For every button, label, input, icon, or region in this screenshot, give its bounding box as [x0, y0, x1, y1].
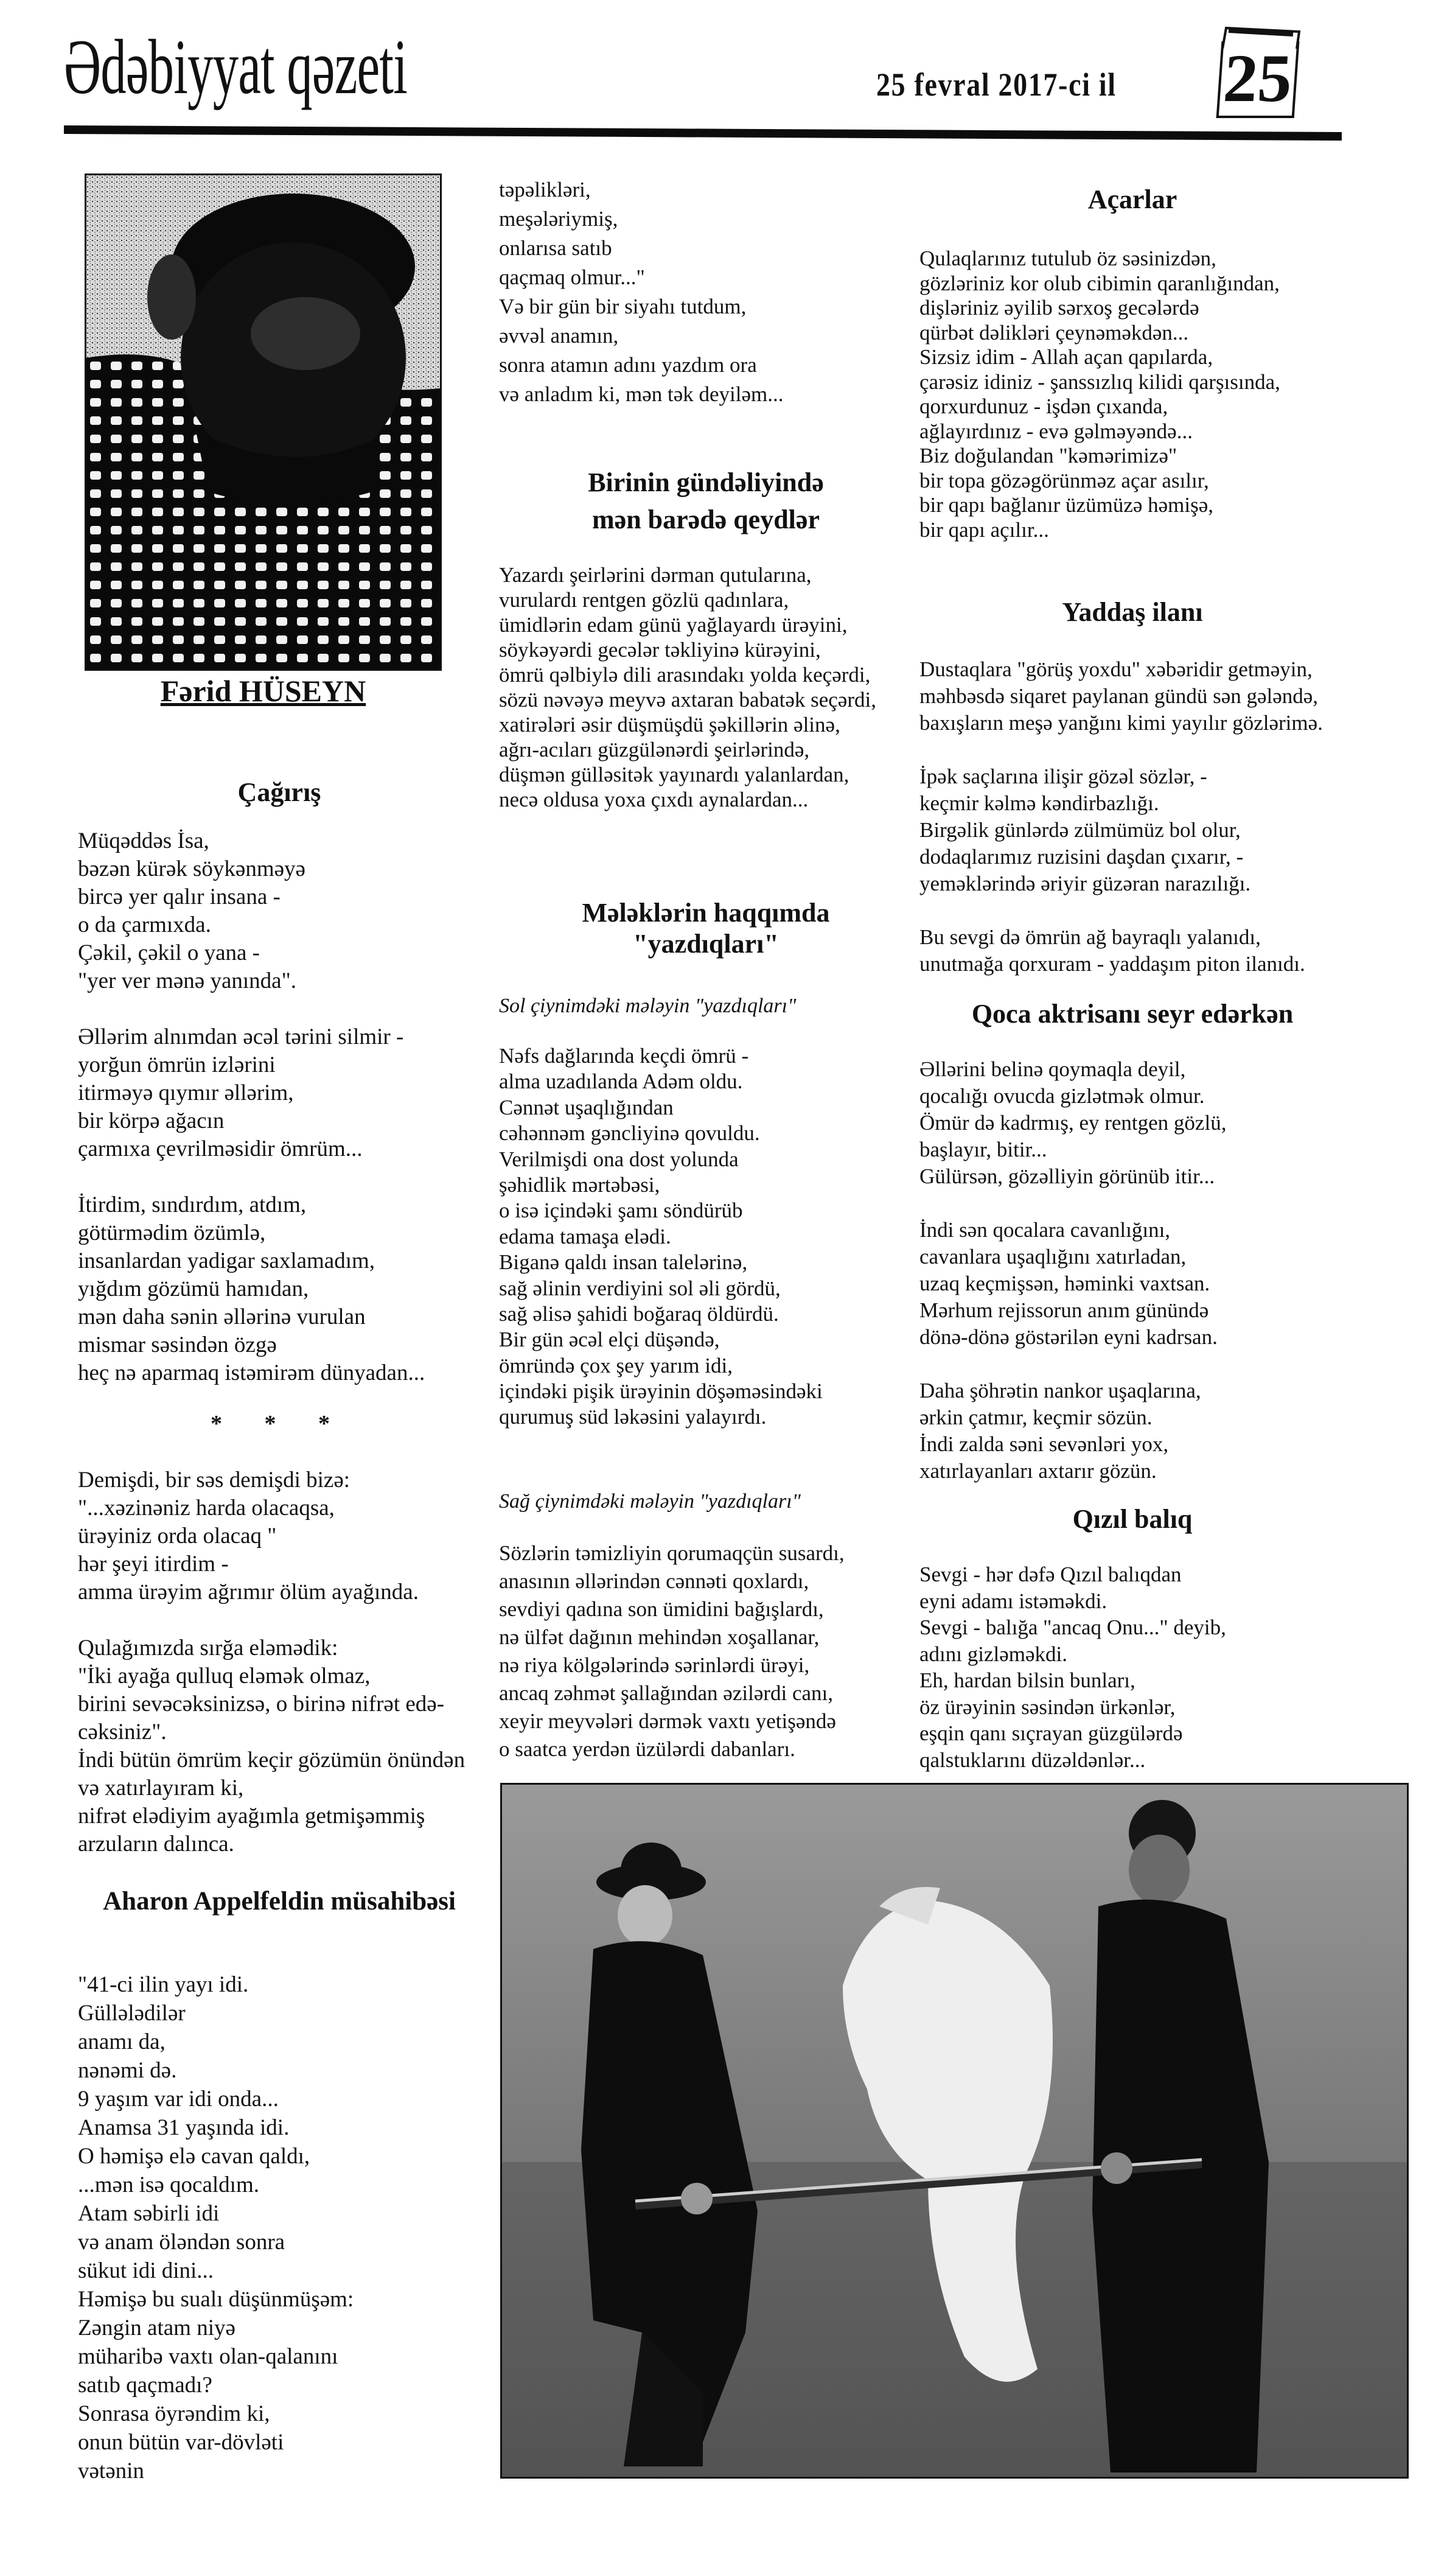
poem-line: şəhidlik mərtəbəsi, [499, 1172, 660, 1197]
poem-line: "yer ver mənə yanında". [78, 968, 296, 993]
poem-line: uzaq keçmişsən, həminki vaxtsan. [919, 1272, 1210, 1295]
poem-line: "41-ci ilin yayı idi. [78, 1972, 249, 1997]
poem-line: ağrı-acıları güzgülənərdi şeirlərində, [499, 738, 810, 761]
poem-line: düşmən gülləsitək yayınardı yalanlardan, [499, 763, 849, 786]
poem-line: edama tamaşa elədi. [499, 1224, 671, 1248]
poem-title-birinin [499, 464, 913, 538]
poem-line: o da çarmıxda. [78, 912, 211, 937]
poem-line: satıb qaçmadı? [78, 2373, 212, 2398]
poem-line: ancaq zəhmət şallağından əzilərdi canı, [499, 1681, 834, 1705]
poem-cagiris [78, 827, 481, 1387]
poem-line: ağlayırdınız - evə gəlməyəndə... [919, 419, 1193, 443]
poem-line: nə ülfət dağının mehindən xoşallanar, [499, 1625, 820, 1649]
poem-line: nə riya kölgələrində sərinlərdi ürəyi, [499, 1653, 810, 1677]
poem-line: "İki ayağa qulluq eləmək olmaz, [78, 1664, 371, 1689]
poem-line: ömründə çox şey yarım idi, [499, 1353, 733, 1377]
poem-sag [499, 1539, 913, 1763]
poem-line: qorxurdunuz - işdən çıxanda, [919, 394, 1168, 418]
poem-line: cavanlara uşaqlığını xatırladan, [919, 1245, 1187, 1269]
stanza [919, 763, 1345, 897]
stanza [499, 1539, 913, 1763]
poem-aharon [78, 1970, 481, 2485]
poem-line: birini sevəcəksinizsə, o birinə nifrət edə- [78, 1692, 445, 1717]
stanza [919, 1217, 1345, 1351]
poem-line: yorğun ömrün izlərini [78, 1052, 276, 1077]
poem-subtitle-sag: Sağ çiynimdəki mələyin "yazdıqları" [499, 1490, 801, 1513]
poem-line: Biganə qaldı insan talelərinə, [499, 1250, 748, 1275]
poem-demisdi [78, 1466, 481, 1858]
poem-line: nifrət elədiyim ayağımla getmişəmmiş [78, 1804, 425, 1829]
poem-title-line: Mələklərin haqqımda [582, 898, 830, 928]
issue-date: 25 fevral 2017-ci il [876, 66, 1117, 103]
poem-line: qocalığı ovucda gizlətmək olmur. [919, 1084, 1205, 1108]
poem-line: meşələriymiş, [499, 207, 618, 231]
poem-line: sözü nəvəyə meyvə axtaran babatək seçərdi, [499, 688, 876, 712]
poem-line: onun bütün var-dövləti [78, 2430, 284, 2455]
stanza [78, 1634, 481, 1858]
poem-line: Cənnət uşaqlığından [499, 1095, 674, 1119]
poem-line: və anam öləndən sonra [78, 2230, 285, 2255]
author-portrait-image [86, 175, 440, 669]
poem-line: İpək saçlarına ilişir gözəl sözlər, - [919, 765, 1207, 788]
stanza [78, 1466, 481, 1606]
page-number-badge [1214, 24, 1305, 122]
stanza [919, 656, 1345, 737]
poem-title-acarlar: Açarlar [1087, 184, 1177, 214]
author-photo [85, 173, 442, 671]
stanza [78, 1023, 481, 1163]
poem-line: necə oldusa yoxa çıxdı aynalardan... [499, 788, 809, 811]
poem-line: qaçmaq olmur..." [499, 265, 645, 289]
poem-line: Birgəlik günlərdə zülmümüz bol olur, [919, 818, 1241, 842]
poem-qizil [919, 1561, 1345, 1773]
poem-line: mismar səsindən özgə [78, 1332, 277, 1357]
poem-line: Ömür də kadrmış, ey rentgen gözlü, [919, 1111, 1227, 1135]
poem-line: bir topa gözəgörünməz açar asılır, [919, 468, 1209, 492]
poem-line: müharibə vaxtı olan-qalanını [78, 2344, 338, 2369]
poem-line: Nəfs dağlarında keçdi ömrü - [499, 1044, 749, 1068]
poem-line: bəzən kürək söykənməyə [78, 856, 305, 881]
two-boys-carrying-fish-image [502, 1785, 1407, 2477]
poem-title-meleklerin [499, 897, 913, 959]
poem-line: eyni adamı istəməkdi. [919, 1589, 1107, 1613]
newspaper-title: Ədəbiyyat qəzeti [64, 24, 408, 110]
poem-line: sağ əlisə şahidi boğaraq öldürdü. [499, 1301, 779, 1326]
poem-line: İtirdim, sındırdım, atdım, [78, 1192, 307, 1217]
poem-line: sevdiyi qadına son ümidini bağışlardı, [499, 1597, 824, 1621]
stanza [919, 247, 1345, 542]
poem-line: dönə-dönə göstərilən eyni kadrsan. [919, 1325, 1218, 1349]
poem-line: keçmir kəlmə kəndirbazlığı. [919, 791, 1159, 815]
poem-line: Daha şöhrətin nankor uşaqlarına, [919, 1379, 1201, 1402]
author-name: Fərid HÜSEYN [160, 674, 366, 708]
stanza [919, 924, 1345, 978]
poem-line: əvvəl anamın, [499, 324, 619, 348]
poem-line: məhbəsdə siqaret paylanan gündü sən gələndə, [919, 684, 1319, 708]
poem-line: çarmıxa çevrilməsidir ömrüm... [78, 1136, 363, 1161]
stanza [919, 1377, 1345, 1485]
poem-line: yığdım gözümü hamıdan, [78, 1276, 309, 1301]
poem-line: Mərhum rejissorun anım günündə [919, 1298, 1209, 1322]
poem-line: anasının əllərindən cənnəti qoxlardı, [499, 1569, 809, 1593]
poem-line: xeyir meyvələri dərmək vaxtı yetişəndə [499, 1709, 836, 1733]
poem-title-yaddas: Yaddaş ilanı [1062, 597, 1203, 627]
stanza [919, 1056, 1345, 1190]
poem-line: eşqin qanı sıçrayan güzgülərdə [919, 1721, 1183, 1745]
stanza [499, 1043, 913, 1430]
poem-line: o saatca yerdən üzülərdi dabanları. [499, 1737, 795, 1761]
poem-line: vətənin [78, 2459, 144, 2483]
poem-line: Dustaqlara "görüş yoxdu" xəbəridir getməyin, [919, 657, 1313, 681]
poem-line: Yazardı şeirlərini dərman qutularına, [499, 563, 812, 587]
poem-line: başlayır, bitir... [919, 1138, 1047, 1161]
poem-line: ərkin çatmır, keçmir sözün. [919, 1405, 1153, 1429]
poem-line: Qulağımızda sırğa eləmədik: [78, 1636, 338, 1661]
poem-title-line: mən barədə qeydlər [592, 505, 820, 534]
poem-line: adını gizləməkdi. [919, 1642, 1067, 1666]
poem-title-qoca: Qoca aktrisanı seyr edərkən [971, 999, 1294, 1029]
poem-line: unutmağa qorxuram - yaddaşım piton ilanıdı. [919, 952, 1305, 976]
masthead-rule [64, 125, 1342, 141]
poem-title-qizil: Qızıl balıq [1072, 1504, 1193, 1534]
poem-line: bir körpə ağacın [78, 1108, 225, 1133]
poem-line: 9 yaşım var idi onda... [78, 2087, 279, 2112]
poem-line: Sonrasa öyrəndim ki, [78, 2401, 270, 2426]
poem-line: ürəyiniz orda olacaq " [78, 1524, 277, 1549]
poem-line: Bir gün əcəl elçi düşəndə, [499, 1328, 720, 1352]
poem-line: o isə içindəki şamı söndürüb [499, 1199, 743, 1223]
poem-line: gözləriniz kor olub cibimin qaranlığından, [919, 271, 1280, 295]
poem-line: götürmədim özümlə, [78, 1220, 266, 1245]
poem-aharon-continued [499, 175, 913, 409]
poem-line: dişləriniz əyilib sərxoş gecələrdə [919, 296, 1199, 320]
poem-line: dodaqlarımız ruzisini daşdan çıxarır, - [919, 845, 1244, 869]
poem-line: Çəkil, çəkil o yana - [78, 940, 260, 965]
poem-line: qurumuş süd ləkəsini yalayırdı. [499, 1405, 767, 1429]
poem-line: xatırlayanları axtarır gözün. [919, 1459, 1157, 1483]
poem-line: itirməyə qıymır əllərim, [78, 1080, 294, 1105]
stanza [78, 827, 481, 995]
poem-line: ömrü qəlbiylə dili arasındakı yolda keçərdi, [499, 663, 871, 687]
page-number: 25 [1216, 41, 1300, 118]
poem-line: Qulaqlarınız tutulub öz səsinizdən, [919, 247, 1216, 270]
poem-line: söykəyərdi gecələr təkliyinə kürəyini, [499, 638, 821, 662]
poem-line: Biz doğulandan "kəmərimizə" [919, 444, 1177, 467]
poem-line: sükut idi dini... [78, 2258, 214, 2283]
stanza [78, 1191, 481, 1387]
poem-line: Və bir gün bir siyahı tutdum, [499, 295, 747, 318]
poem-line: Eh, hardan bilsin bunları, [919, 1668, 1135, 1692]
poem-line: amma ürəyim ağrımır ölüm ayağında. [78, 1580, 419, 1605]
poem-acarlar [919, 247, 1345, 542]
poem-nefs [499, 1043, 913, 1430]
poem-line: nənəmi də. [78, 2058, 177, 2083]
poem-line: bir qapı açılır... [919, 517, 1049, 542]
poem-line: vurulardı rentgen gözlü qadınlara, [499, 588, 789, 612]
poem-line: anamı da, [78, 2029, 166, 2054]
poem-line: içindəki pişik ürəyinin döşəməsindəki [499, 1379, 823, 1404]
poem-line: Həmişə bu sualı düşünmüşəm: [78, 2287, 354, 2312]
poem-line: İndi sən qocalara cavanlığını, [919, 1218, 1171, 1242]
poem-line: bir qapı bağlanır üzümüzə həmişə, [919, 493, 1214, 517]
poem-line: Sözlərin təmizliyin qorumaqçün susardı, [499, 1541, 845, 1565]
poem-yaddas [919, 656, 1345, 978]
poem-line: onlarısa satıb [499, 236, 612, 260]
poem-subtitle-sol: Sol çiynimdəki mələyin "yazdıqları" [499, 995, 797, 1017]
poem-line: Verilmişdi ona dost yolunda [499, 1147, 739, 1171]
poem-line: baxışların meşə yanğını kimi yayılır gözlərimə. [919, 711, 1323, 735]
poem-line: və xatırlayıram ki, [78, 1776, 244, 1801]
section-separator: * * * [211, 1411, 348, 1437]
poem-line: Güllələdilər [78, 2001, 186, 2026]
poem-line: Müqəddəs İsa, [78, 828, 209, 853]
poem-line: Bu sevgi də ömrün ağ bayraqlı yalanıdı, [919, 925, 1261, 949]
poem-line: Gülürsən, gözəlliyin görünüb itir... [919, 1164, 1215, 1188]
poem-line: və anladım ki, mən tək deyiləm... [499, 382, 784, 406]
poem-line: alma uzadılanda Adəm oldu. [499, 1069, 743, 1094]
poem-line: O həmişə elə cavan qaldı, [78, 2144, 310, 2169]
poem-line: qürbət dəlikləri çeynəməkdən... [919, 320, 1189, 345]
poem-line: təpəlikləri, [499, 178, 591, 201]
stanza [499, 562, 913, 812]
poem-title-cagiris: Çağırış [237, 777, 321, 807]
poem-line: arzuların dalınca. [78, 1832, 234, 1857]
poem-line: Əllərim alnımdan əcəl tərini silmir - [78, 1024, 404, 1049]
poem-line: mən daha sənin əllərinə vurulan [78, 1304, 366, 1329]
poem-birinin [499, 562, 913, 812]
poem-line: qalstuklarını düzəldənlər... [919, 1748, 1146, 1772]
poem-line: ...mən isə qocaldım. [78, 2172, 259, 2197]
stanza [499, 175, 913, 409]
poem-line: İndi zalda səni sevənləri yox, [919, 1432, 1169, 1456]
poem-line: Demişdi, bir səs demişdi bizə: [78, 1468, 351, 1493]
poem-qoca [919, 1056, 1345, 1485]
poem-line: yeməklərində əriyir güzəran narazılığı. [919, 872, 1251, 895]
poem-title-aharon: Aharon Appelfeldin müsahibəsi [103, 1887, 456, 1916]
poem-line: hər şeyi itirdim - [78, 1552, 229, 1577]
stanza [78, 1970, 481, 2485]
poem-line: ümidlərin edam günü yağlayardı ürəyini, [499, 613, 848, 637]
poem-line: öz ürəyinin səsindən ürkənlər, [919, 1695, 1176, 1719]
poem-line: cəksiniz". [78, 1720, 167, 1745]
poem-line: Atam səbirli idi [78, 2201, 220, 2226]
poem-line: Sizsiz idim - Allah açan qapılarda, [919, 345, 1213, 369]
poem-title-line: "yazdıqları" [633, 929, 779, 959]
painting-illustration [500, 1783, 1409, 2479]
poem-line: sağ əlinin verdiyini sol əli gördü, [499, 1276, 781, 1300]
poem-line: Əllərini belinə qoymaqla deyil, [919, 1057, 1186, 1081]
poem-line: xatirələri əsir düşmüşdü şəkillərin əlinə, [499, 713, 840, 737]
poem-line: İndi bütün ömrüm keçir gözümün önündən [78, 1748, 466, 1773]
poem-line: insanlardan yadigar saxlamadım, [78, 1248, 375, 1273]
poem-line: çarəsiz idiniz - şanssızlıq kilidi qarşısında, [919, 369, 1280, 394]
poem-line: Sevgi - balığa "ancaq Onu..." deyib, [919, 1615, 1226, 1639]
poem-line: sonra atamın adını yazdım ora [499, 353, 757, 377]
stanza [919, 1561, 1345, 1773]
poem-line: bircə yer qalır insana - [78, 884, 281, 909]
poem-line: cəhənnəm gəncliyinə qovuldu. [499, 1121, 760, 1146]
poem-line: "...xəzinəniz harda olacaqsa, [78, 1496, 335, 1521]
poem-title-line: Birinin gündəliyində [588, 467, 824, 497]
poem-line: heç nə aparmaq istəmirəm dünyadan... [78, 1360, 425, 1385]
poem-line: Sevgi - hər dəfə Qızıl balıqdan [919, 1563, 1182, 1586]
poem-line: Anamsa 31 yaşında idi. [78, 2115, 290, 2140]
poem-line: Zəngin atam niyə [78, 2315, 235, 2340]
